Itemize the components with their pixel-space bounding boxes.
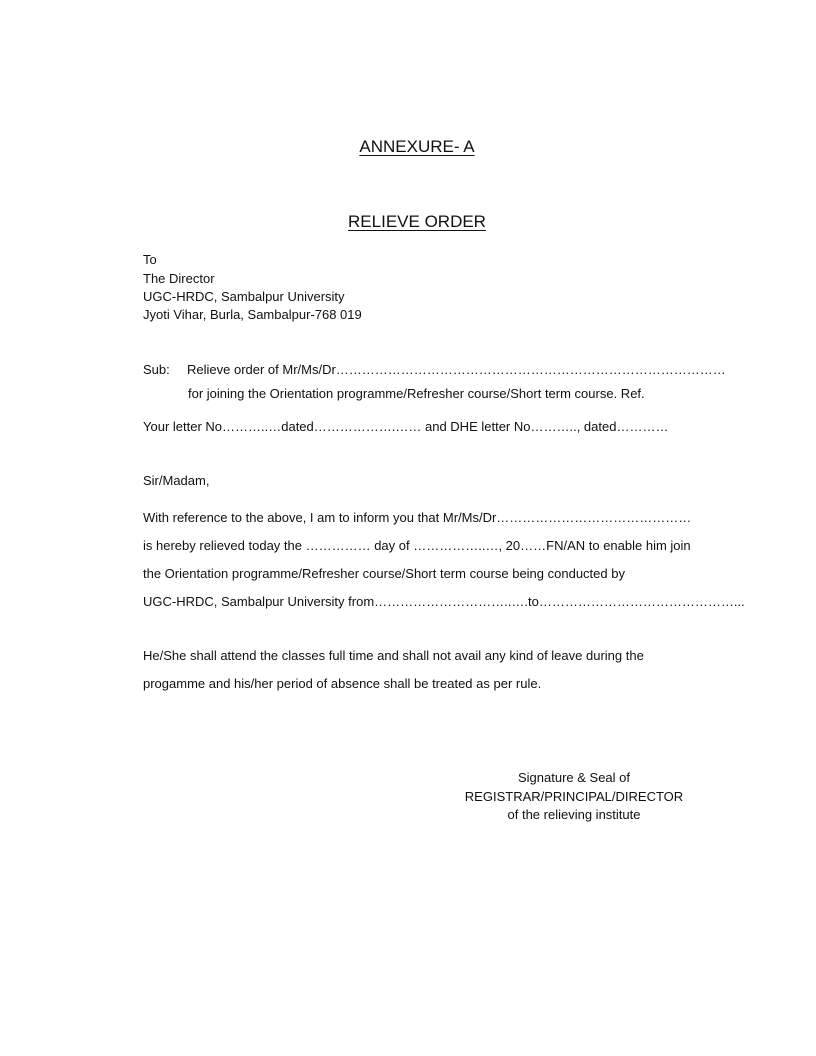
address-line-2: UGC-HRDC, Sambalpur University bbox=[143, 289, 345, 304]
paragraph-2-line-2: progamme and his/her period of absence shall be treated as per rule. bbox=[143, 676, 542, 691]
paragraph-1-line-4: UGC-HRDC, Sambalpur University from…………………………..….to………………………………………... bbox=[143, 594, 745, 609]
paragraph-1-line-3: the Orientation programme/Refresher course/Short term course being conducted by bbox=[143, 566, 625, 581]
subject-text-1: Relieve order of Mr/Ms/Dr……………………………………………………………………………… bbox=[187, 362, 726, 377]
annexure-title: ANNEXURE- A bbox=[359, 137, 475, 156]
address-line-3: Jyoti Vihar, Burla, Sambalpur-768 019 bbox=[143, 307, 362, 322]
signature-line-1: Signature & Seal of bbox=[517, 770, 631, 785]
address-line-1: The Director bbox=[143, 271, 215, 286]
reference-line: Your letter No………..…dated……………….…… and DHE letter No……….., dated………… bbox=[143, 419, 669, 434]
salutation: Sir/Madam, bbox=[143, 473, 210, 488]
signature-line-2: REGISTRAR/PRINCIPAL/DIRECTOR bbox=[464, 789, 684, 804]
subject-line-1 bbox=[143, 361, 726, 379]
paragraph-1-line-1: With reference to the above, I am to inform you that Mr/Ms/Dr……………………………………… bbox=[143, 510, 692, 525]
subject-label: Sub: bbox=[143, 362, 170, 377]
address-to: To bbox=[143, 252, 157, 267]
paragraph-2-line-1: He/She shall attend the classes full time and shall not avail any kind of leave during the bbox=[143, 648, 644, 663]
order-title: RELIEVE ORDER bbox=[348, 212, 486, 231]
paragraph-1-line-2: is hereby relieved today the …………… day of ……………..…, 20……FN/AN to enable him join bbox=[143, 538, 691, 553]
signature-line-3: of the relieving institute bbox=[507, 807, 641, 822]
subject-line-2: for joining the Orientation programme/Refresher course/Short term course. Ref. bbox=[188, 386, 645, 401]
